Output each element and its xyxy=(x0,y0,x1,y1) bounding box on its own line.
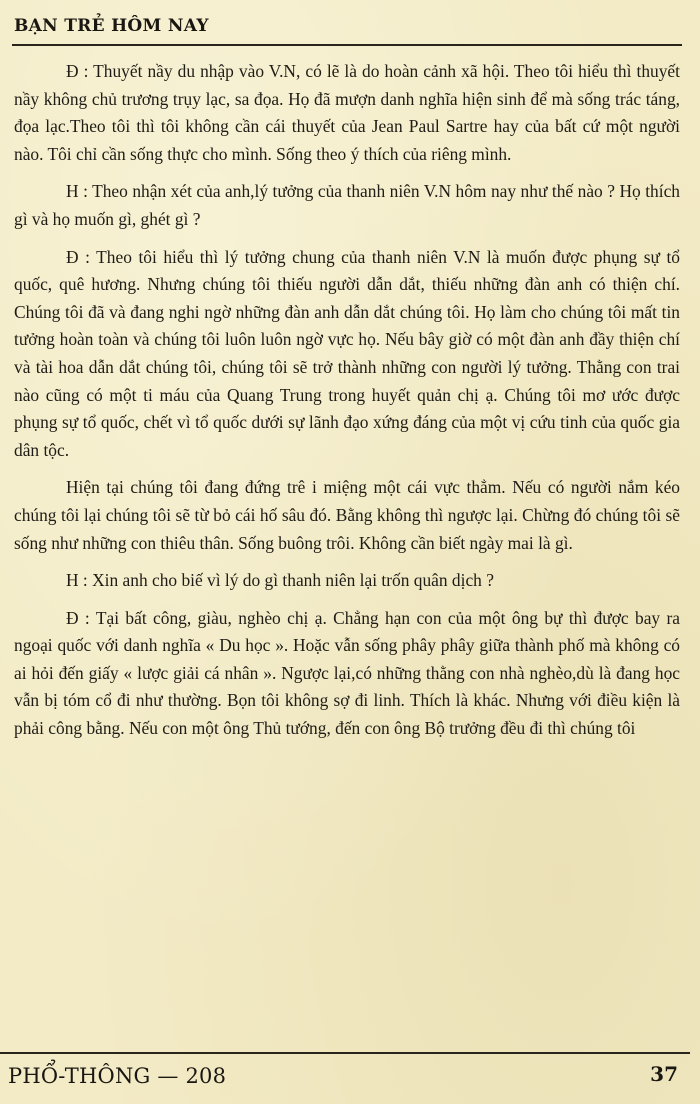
paragraph-4 xyxy=(14,474,680,557)
paragraph-text: Thuyết nầy du nhập vào V.N, có lẽ là do hoàn cảnh xã hội. Theo tôi hiểu thì thuyết nầy không chủ trương trụy lạc, sa đọa. Họ đã mượn danh nghĩa hiện sinh để mà sống trác táng, đọa lạc.Theo tôi thì tôi không cần cái thuyết của Jean Paul Sartre hay của bất cứ một người nào. Tôi chỉ cần sống thực cho mình. Sống theo ý thích của riêng mình. xyxy=(14,61,680,164)
paragraph-text: Hiện tại chúng tôi đang đứng trê i miệng một cái vực thẳm. Nếu có người nắm kéo chúng tôi lại chúng tôi sẽ từ bỏ cái hố sâu đó. Bằng không thì ngược lại. Chừng đó chúng tôi sẽ sống như những con thiêu thân. Sống buông trôi. Không cần biết ngày mai là gì. xyxy=(14,477,680,553)
speaker-label: Đ : xyxy=(66,246,90,267)
footer-rule xyxy=(0,1052,690,1054)
paragraph-text: Tại bất công, giàu, nghèo chị ạ. Chẳng hạn con của một ông bự thì được bay ra ngoại quốc với danh nghĩa « Du học ». Hoặc vẫn sống phây phây giữa thành phố mà không có ai hỏi đến giấy « lược giải cá nhân ». Ngược lại,có những thằng con nhà nghèo,dù là đang học vẫn bị tóm cổ đi như thường. Bọn tôi không sợ đi linh. Thích là khác. Nhưng với điều kiện là phải công bằng. Nếu con một ông Thủ tướng, đến con ông Bộ trưởng đều đi thì chúng tôi xyxy=(14,607,680,739)
speaker-label: Đ : xyxy=(66,607,90,628)
running-header: BẠN TRẺ HÔM NAY xyxy=(14,16,209,36)
footer-magazine-title: PHỔ-THÔNG — 208 xyxy=(8,1064,227,1088)
paragraph-5 xyxy=(14,567,680,595)
paragraph-2 xyxy=(14,178,680,233)
article-body xyxy=(14,58,680,743)
header-rule xyxy=(12,44,682,46)
speaker-label: H : xyxy=(66,570,88,591)
speaker-label: H : xyxy=(66,181,88,202)
paragraph-text: Xin anh cho biế vì lý do gì thanh niên lại trốn quân dịch ? xyxy=(92,570,494,591)
paragraph-1 xyxy=(14,58,680,168)
paragraph-3 xyxy=(14,244,680,465)
paragraph-6 xyxy=(14,605,680,743)
paragraph-text: Theo nhận xét của anh,lý tưởng của thanh niên V.N hôm nay như thế nào ? Họ thích gì và họ muốn gì, ghét gì ? xyxy=(14,181,680,229)
paragraph-text: Theo tôi hiểu thì lý tưởng chung của thanh niên V.N là muốn được phụng sự tổ quốc, quê hương. Nhưng chúng tôi thiếu người dẫn dắt, thiếu những đàn anh có thiện chí. Chúng tôi đã và đang nghi ngờ những đàn anh dẫn dắt chúng tôi. Họ làm cho chúng tôi mất tin tưởng hoàn toàn và chúng tôi luôn luôn ngờ vực họ. Nếu bây giờ có một đàn anh đầy thiện chí và tài hoa dẫn dắt chúng tôi, chúng tôi sẽ trở thành những con người lý tưởng. Thằng con trai nào cũng có một ti máu của Quang Trung trong huyết quản chị ạ. Chúng tôi mơ ước được phụng sự tổ quốc, chết vì tổ quốc dưới sự lãnh đạo xứng đáng của một vị cứu tinh của quốc gia dân tộc. xyxy=(14,246,680,460)
page-number: 37 xyxy=(650,1062,678,1086)
speaker-label: Đ : xyxy=(66,61,89,81)
